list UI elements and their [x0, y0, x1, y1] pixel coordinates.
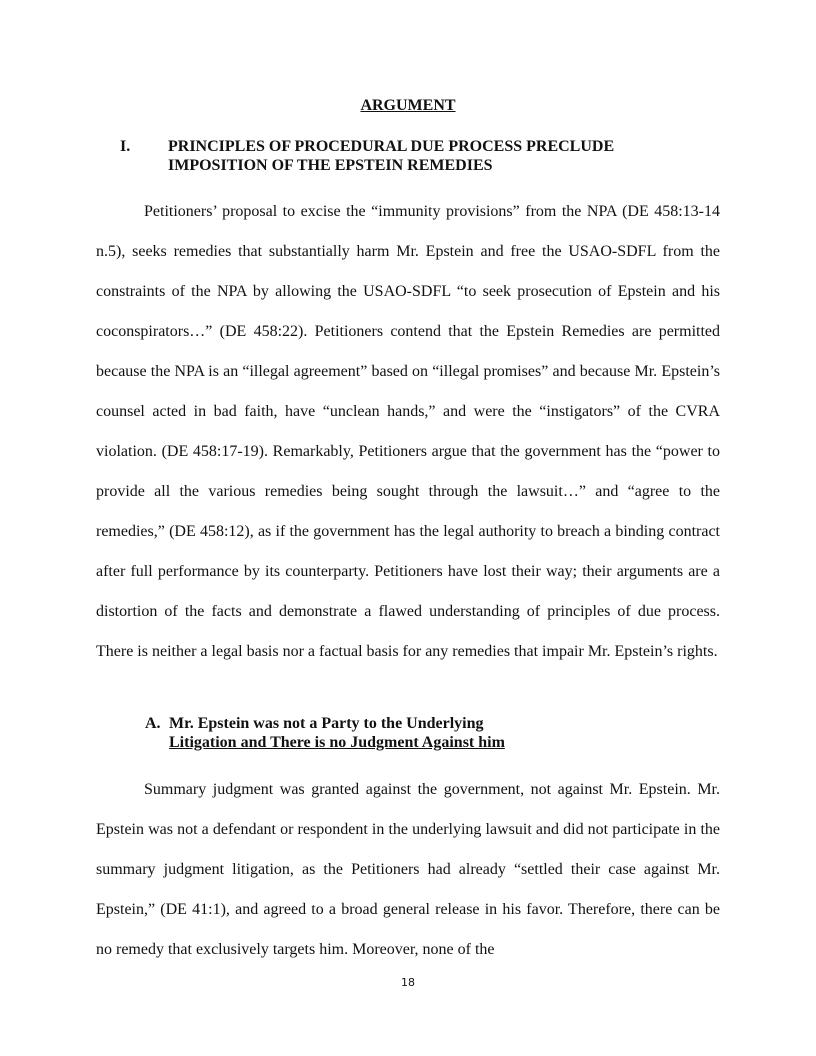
argument-heading: ARGUMENT [360, 97, 456, 114]
body-paragraph-2: Summary judgment was granted against the government, not against Mr. Epstein. Mr. Epstein was not a defendant or respondent in the underlying lawsuit and did not participate in the summary judgment litigation, as the Petitioners had already “settled their case against Mr. Epstein,” (DE 41:1), and agreed to a broad general release in his favor. Therefore, there can be no remedy that exclusively targets him. Moreover, none of the [96, 781, 720, 958]
section-number: I. [120, 138, 131, 155]
subsection-title-line2: Litigation and There is no Judgment Against him [169, 734, 505, 751]
subsection-letter: A. [145, 715, 161, 732]
page-number: 18 [401, 976, 415, 989]
subsection-title-line1: Mr. Epstein was not a Party to the Underlying [169, 715, 484, 732]
section-title: PRINCIPLES OF PROCEDURAL DUE PROCESS PRECLUDE IMPOSITION OF THE EPSTEIN REMEDIES [168, 138, 615, 174]
body-paragraph-1: Petitioners’ proposal to excise the “immunity provisions” from the NPA (DE 458:13-14 n.5), seeks remedies that substantially harm Mr. Epstein and free the USAO-SDFL from the constraints of the NPA by allowing the USAO-SDFL “to seek prosecution of Epstein and his coconspirators…” (DE 458:22). Petitioners contend that the Epstein Remedies are permitted because the NPA is an “illegal agreement” based on “illegal promises” and because Mr. Epstein’s counsel acted in bad faith, have “unclean hands,” and were the “instigators” of the CVRA violation. (DE 458:17-19). Remarkably, Petitioners argue that the government has the “power to provide all the various remedies being sought through the lawsuit…” and “agree to the remedies,” (DE 458:12), as if the government has the legal authority to breach a binding contract after full performance by its counterparty. Petitioners have lost their way; their arguments are a distortion of the facts and demonstrate a flawed understanding of principles of due process. There is neither a legal basis nor a factual basis for any remedies that impair Mr. Epstein’s rights. [96, 203, 720, 660]
